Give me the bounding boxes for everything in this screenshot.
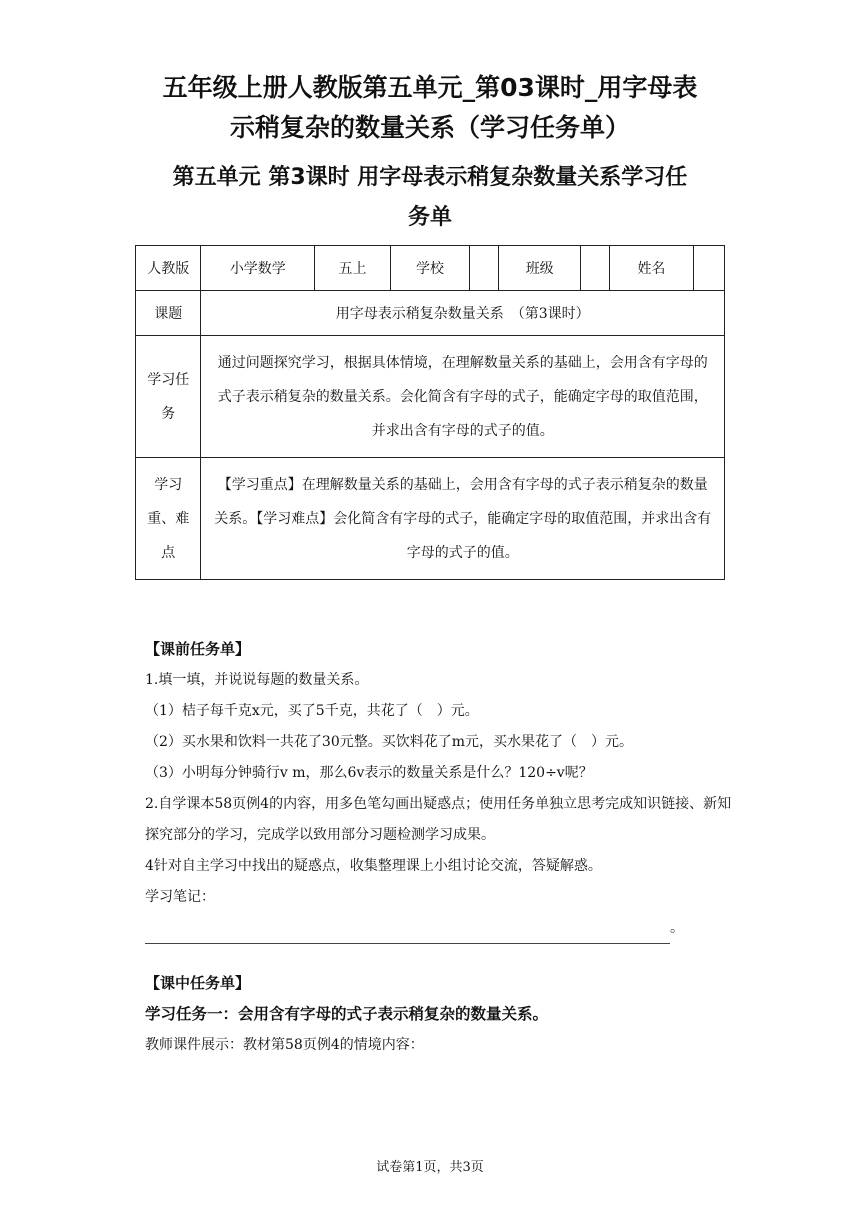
pre-item-1-3: （3）小明每分钟骑行v m，那么6v表示的数量关系是什么？120÷v呢？ (145, 765, 593, 781)
pre-class-heading: 【课前任务单】 (145, 640, 251, 658)
info-row-task (136, 336, 725, 458)
topic-label: 课题 (136, 291, 201, 336)
learning-task-1: 学习任务一：会用含有字母的式子表示稍复杂的数量关系。 (145, 1005, 549, 1023)
cell-publisher: 人教版 (136, 246, 201, 291)
cell-grade: 五上 (315, 246, 391, 291)
notes-label: 学习笔记： (145, 889, 215, 905)
info-row-topic (136, 291, 725, 336)
keypoints-value: 【学习重点】在理解数量关系的基础上，会用含有字母的式子表示稍复杂的数量关系。【学习难点】会化简含有字母的式子，能确定字母的取值范围，并求出含有字母的式子的值。 (201, 458, 725, 580)
info-row-header (136, 246, 725, 291)
pre-item-4: 4针对自主学习中找出的疑惑点，收集整理课上小组讨论交流，答疑解惑。 (145, 858, 602, 874)
page-footer: 试卷第1页，共3页 (376, 1160, 484, 1175)
notes-line-row (145, 913, 735, 944)
cell-class-value[interactable] (580, 246, 609, 291)
pre-item-1: 1.填一填，并说说每题的数量关系。 (145, 672, 369, 688)
task-label: 学习任 务 (136, 336, 201, 458)
teacher-slide-line: 教师课件展示：教材第58页例4的情境内容： (145, 1037, 424, 1053)
main-title-line-1: 五年级上册人教版第五单元_第03课时_用字母表 (162, 73, 698, 102)
main-title (60, 68, 800, 148)
cell-name-label: 姓名 (610, 246, 694, 291)
cell-school-label: 学校 (390, 246, 470, 291)
pre-item-1-1: （1）桔子每千克x元，买了5千克，共花了（ ）元。 (145, 703, 479, 719)
cell-class-label: 班级 (499, 246, 581, 291)
sub-title (60, 158, 800, 238)
pre-item-2: 2.自学课本58页例4的内容，用多色笔勾画出疑惑点；使用任务单独立思考完成知识链接、新知探究部分的学习，完成学以致用部分习题检测学习成果。 (145, 796, 732, 843)
sub-title-line-1: 第五单元 第3课时 用字母表示稍复杂数量关系学习任 (172, 165, 688, 190)
task-value: 通过问题探究学习，根据具体情境，在理解数量关系的基础上，会用含有字母的式子表示稍复杂的数量关系。会化简含有字母的式子，能确定字母的取值范围，并求出含有字母的式子的值。 (201, 336, 725, 458)
pre-item-1-2: （2）买水果和饮料一共花了30元整。买饮料花了m元，买水果花了（ ）元。 (145, 734, 633, 750)
keypoints-label: 学习 重、难 点 (136, 458, 201, 580)
sub-title-line-2: 务单 (407, 205, 452, 230)
notes-period: 。 (670, 920, 684, 936)
info-row-keypoints (136, 458, 725, 580)
pre-class-section (145, 634, 735, 944)
cell-subject: 小学数学 (201, 246, 315, 291)
info-table (135, 245, 725, 580)
in-class-heading: 【课中任务单】 (145, 974, 251, 992)
main-title-line-2: 示稍复杂的数量关系（学习任务单） (229, 113, 630, 142)
cell-school-value[interactable] (470, 246, 499, 291)
cell-name-value[interactable] (693, 246, 724, 291)
in-class-section (145, 968, 735, 1061)
topic-value: 用字母表示稍复杂数量关系 （第3课时） (201, 291, 725, 336)
notes-underline[interactable] (145, 923, 670, 944)
